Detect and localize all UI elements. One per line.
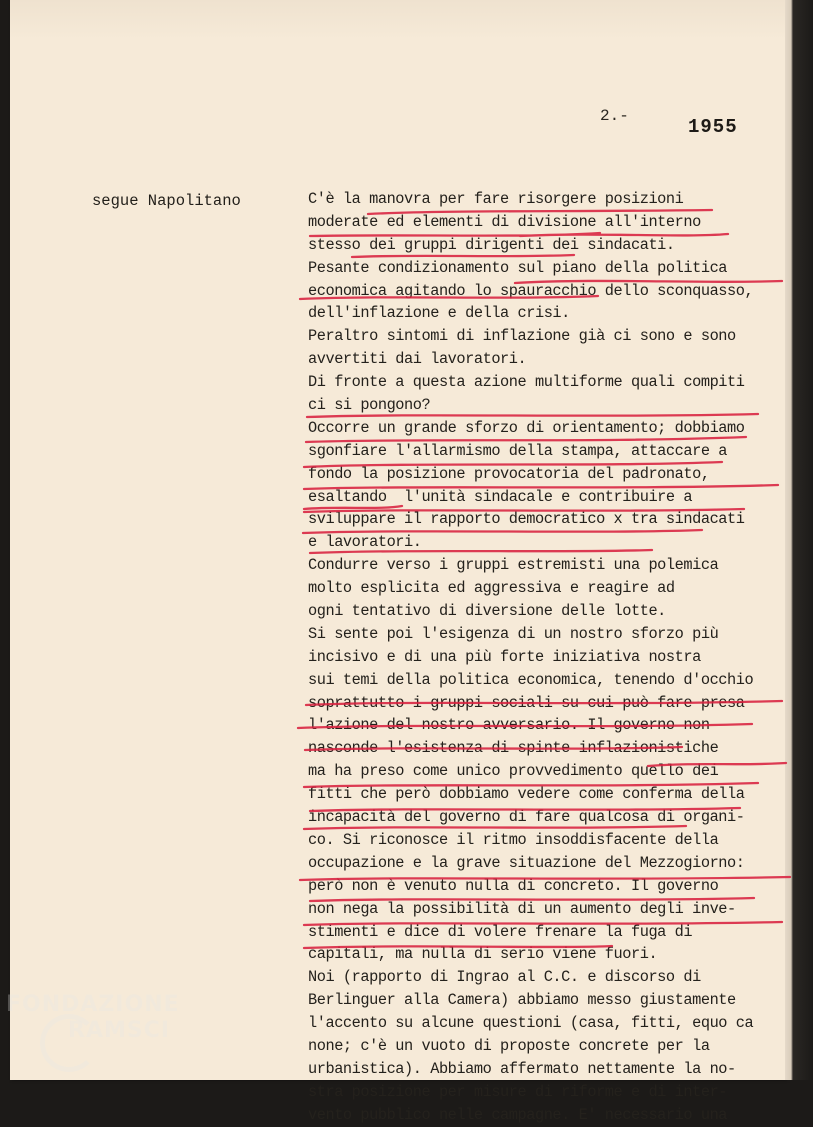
text-line: non nega la possibilità di un aumento degli inve- — [308, 899, 736, 918]
text-line: sui temi della politica economica, tenendo d'occhio — [308, 670, 754, 689]
speaker-label: segue Napolitano — [92, 192, 241, 210]
text-line: C'è la manovra per fare risorgere posizioni — [308, 190, 684, 208]
text-line: occupazione e la grave situazione del Mezzogiorno: — [308, 853, 745, 872]
text-line: Noi (rapporto di Ingrao al C.C. e discorso di — [308, 968, 701, 987]
text-line: Di fronte a questa azione multiforme quali compiti — [308, 373, 745, 392]
text-line: ma ha preso come unico provvedimento quello dei — [308, 762, 719, 781]
text-line: ogni tentativo di diversione delle lotte. — [308, 602, 666, 621]
page-edge — [785, 0, 813, 1080]
text-line: co. Si riconosce il ritmo insoddisfacente della — [308, 830, 719, 849]
text-line: incapacità del governo di fare qualcosa di organi- — [308, 808, 745, 827]
text-line: sviluppare il rapporto democratico x tra sindacati — [308, 510, 745, 529]
text-line: avvertiti dai lavoratori. — [308, 350, 527, 369]
text-line: Peraltro sintomi di inflazione già ci sono e sono — [308, 327, 736, 346]
text-line: esaltando l'unità sindacale e contribuire a — [308, 487, 693, 506]
typed-body-text — [308, 188, 778, 1127]
text-line: l'azione del nostro avversario. Il governo non — [308, 716, 710, 735]
text-line: capitali, ma nulla di serio viene fuori. — [308, 945, 658, 964]
paper-fold-shadow — [10, 0, 785, 40]
text-line: nasconde l'esistenza di spinte inflazionistiche — [308, 739, 719, 758]
text-line: incisivo e di una più forte iniziativa nostra — [308, 647, 701, 666]
text-line: molto esplicita ed aggressiva e reagire ad — [308, 579, 675, 598]
text-line: ci si pongono? — [308, 396, 431, 415]
text-line: fondo la posizione provocatoria del padronato, — [308, 464, 710, 483]
text-line: stimenti e dice di volere frenare la fuga di — [308, 922, 693, 941]
document-year: 1955 — [688, 116, 738, 138]
page-number: 2.- — [600, 107, 629, 125]
text-line: moderate ed elementi di divisione all'interno — [308, 212, 701, 231]
text-line: però non è venuto nulla di concreto. Il governo — [308, 876, 719, 895]
text-line: none; c'è un vuoto di proposte concrete per la — [308, 1036, 710, 1055]
text-line: l'accento su alcune questioni (casa, fitti, equo ca — [308, 1014, 754, 1033]
watermark-line2: RAMSCI — [68, 1018, 171, 1043]
text-line: vento pubblico nelle campagne. E' necessario una — [308, 1105, 728, 1124]
text-line: urbanistica). Abbiamo affermato nettamente la no- — [308, 1059, 736, 1078]
text-line: Occorre un grande sforzo di orientamento; dobbiamo — [308, 418, 745, 437]
text-line: Berlinguer alla Camera) abbiamo messo giustamente — [308, 991, 736, 1010]
watermark-line1: FONDAZIONE — [6, 992, 180, 1017]
text-line: fitti che però dobbiamo vedere come conferma della — [308, 785, 745, 804]
text-line: Pesante condizionamento sul piano della politica — [308, 258, 728, 277]
text-line: sgonfiare l'allarmismo della stampa, attaccare a — [308, 441, 728, 460]
text-line: stra posizione per misure di riforme e di inter- — [308, 1082, 728, 1101]
foundation-watermark — [6, 992, 206, 1072]
text-line: economica agitando lo spauracchio dello sconquasso, — [308, 281, 754, 300]
text-line: Condurre verso i gruppi estremisti una polemica — [308, 556, 719, 575]
text-line: dell'inflazione e della crisi. — [308, 304, 570, 323]
text-line: e lavoratori. — [308, 533, 422, 552]
text-line: Si sente poi l'esigenza di un nostro sforzo più — [308, 624, 719, 643]
text-line: soprattutto i gruppi sociali su cui può fare presa — [308, 693, 745, 712]
text-line: stesso dei gruppi dirigenti dei sindacati. — [308, 235, 675, 254]
